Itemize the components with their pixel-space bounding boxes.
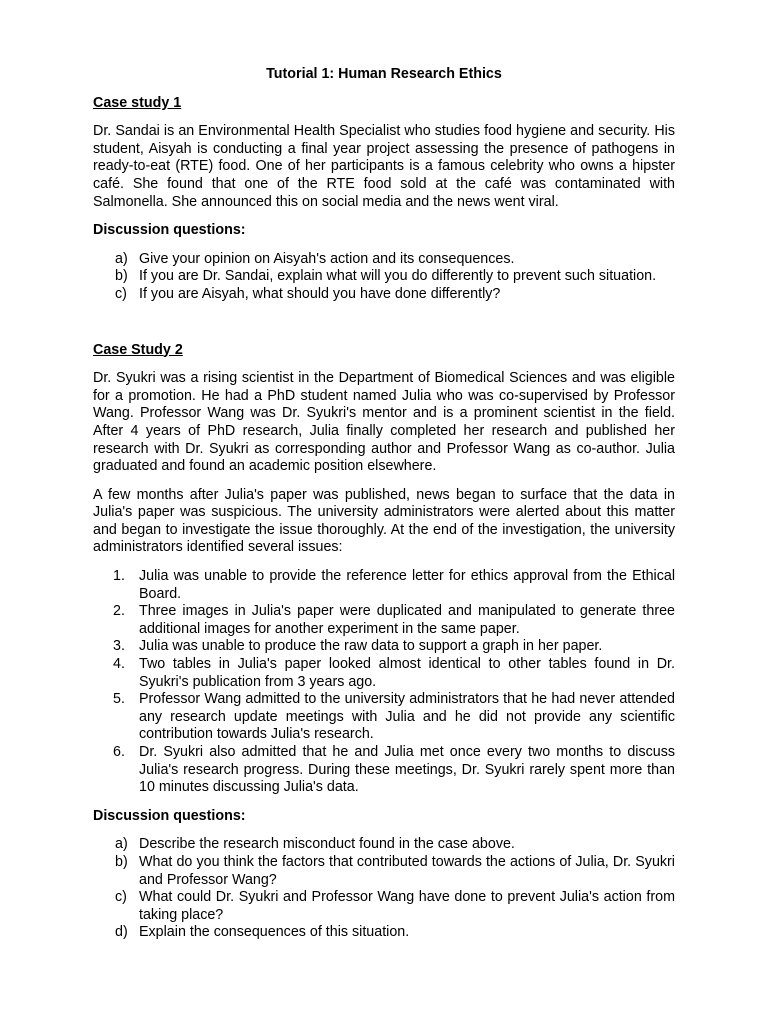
question-text: If you are Aisyah, what should you have done differently? <box>139 285 501 302</box>
list-marker: b) <box>115 853 128 870</box>
case-study-2-questions <box>93 836 675 942</box>
list-marker: a) <box>115 836 128 853</box>
question-text: What could Dr. Syukri and Professor Wang have done to prevent Julia's action from taking place? <box>139 889 675 923</box>
list-marker: b) <box>115 268 128 285</box>
list-item <box>93 656 675 691</box>
list-item <box>93 854 675 889</box>
question-text: What do you think the factors that contributed towards the actions of Julia, Dr. Syukri and Professor Wang? <box>139 853 675 888</box>
case-study-2-paragraph-2: A few months after Julia's paper was published, news began to surface that the data in Julia's paper was suspicious. The university administrators were alerted about this matter and began to investigate the issue thoroughly. At the end of the investigation, the university administrators identified several issues: <box>93 486 675 556</box>
list-item <box>93 889 675 924</box>
list-marker: d) <box>115 924 128 941</box>
question-text: If you are Dr. Sandai, explain what will you do differently to prevent such situation. <box>139 268 657 285</box>
list-marker: c) <box>115 889 127 906</box>
case-study-2-discussion-heading: Discussion questions: <box>93 807 246 824</box>
case-study-1-questions <box>93 251 675 304</box>
case-study-2-issues <box>93 568 675 797</box>
issue-text: Three images in Julia's paper were duplicated and manipulated to generate three additional images for another experiment in the same paper. <box>139 603 675 637</box>
list-item <box>93 603 675 638</box>
list-item <box>93 251 675 269</box>
document-page <box>93 66 675 953</box>
document-title: Tutorial 1: Human Research Ethics <box>266 66 502 82</box>
issue-text: Dr. Syukri also admitted that he and Julia met once every two months to discuss Julia's research progress. During these meetings, Dr. Syukri rarely spent more than 10 minutes discussing Julia's data. <box>139 744 675 796</box>
list-marker: a) <box>115 250 128 267</box>
list-item <box>93 286 675 304</box>
issue-text: Professor Wang admitted to the university administrators that he had never attended any research update meetings with Julia and he did not provide any scientific contribution towards Julia's research. <box>139 691 675 743</box>
list-item <box>93 691 675 744</box>
case-study-2-heading: Case Study 2 <box>93 341 183 358</box>
issue-text: Julia was unable to provide the reference letter for ethics approval from the Ethical Board. <box>139 568 675 602</box>
question-text: Explain the consequences of this situation. <box>139 924 410 941</box>
list-marker: 1. <box>113 568 125 585</box>
issue-text: Julia was unable to produce the raw data to support a graph in her paper. <box>139 638 603 655</box>
question-text: Describe the research misconduct found in the case above. <box>139 836 515 853</box>
list-marker: 5. <box>113 691 125 708</box>
case-study-1-paragraph: Dr. Sandai is an Environmental Health Specialist who studies food hygiene and security. His student, Aisyah is conducting a final year project assessing the presence of pathogens in ready-to-eat (RTE) food. One of her participants is a famous celebrity who owns a hipster café. She found that one of the RTE food sold at the café was contaminated with Salmonella. She announced this on social media and the news went viral. <box>93 123 675 210</box>
case-study-2-paragraph-1: Dr. Syukri was a rising scientist in the Department of Biomedical Sciences and was eligible for a promotion. He had a PhD student named Julia who was co-supervised by Professor Wang. Professor Wang was Dr. Syukri's mentor and is a prominent scientist in the field. After 4 years of PhD research, Julia finally completed her research and published her research with Dr. Syukri as corresponding author and Professor Wang as co-author. Julia graduated and found an academic position elsewhere. <box>93 370 675 475</box>
case-study-1-heading: Case study 1 <box>93 94 182 111</box>
case-study-1-discussion-heading: Discussion questions: <box>93 222 246 239</box>
list-item <box>93 638 675 656</box>
list-marker: 6. <box>113 744 125 760</box>
question-text: Give your opinion on Aisyah's action and its consequences. <box>139 250 515 267</box>
issue-text: Two tables in Julia's paper looked almost identical to other tables found in Dr. Syukri's publication from 3 years ago. <box>139 656 675 690</box>
list-item <box>93 836 675 854</box>
list-marker: 2. <box>113 603 125 620</box>
list-marker: 4. <box>113 656 125 673</box>
list-item <box>93 924 675 942</box>
list-item <box>93 268 675 286</box>
list-marker: c) <box>115 285 127 302</box>
list-item <box>93 568 675 603</box>
section-spacer <box>93 315 675 342</box>
list-item <box>93 744 675 797</box>
list-marker: 3. <box>113 638 125 655</box>
